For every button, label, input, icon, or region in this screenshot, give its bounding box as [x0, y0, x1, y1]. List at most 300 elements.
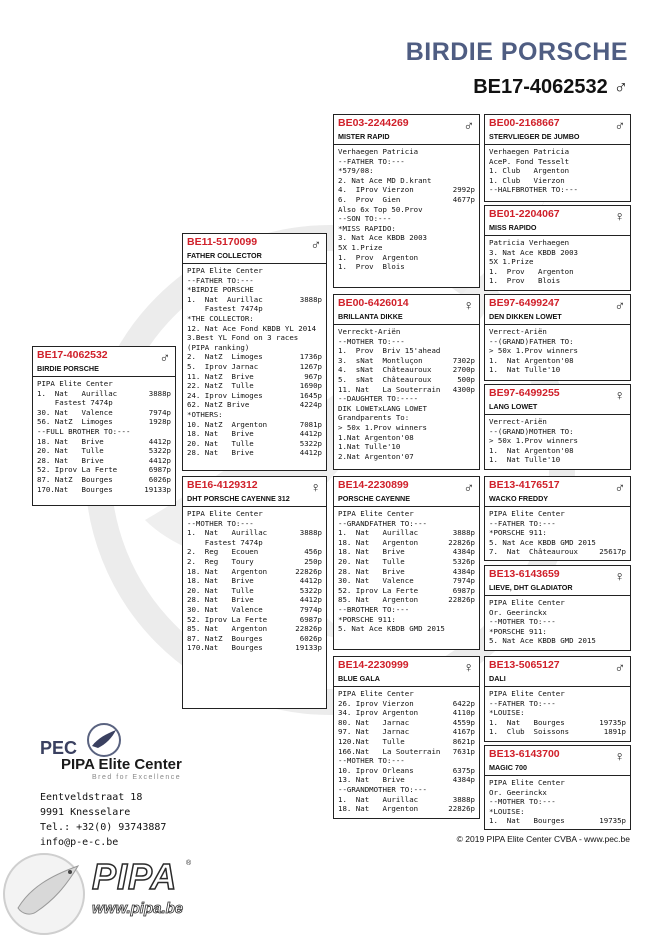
result-line — [338, 708, 475, 718]
result-line — [489, 509, 626, 519]
result-line — [187, 362, 322, 372]
pigeon-name: PORSCHE CAYENNE — [338, 494, 411, 503]
card-header — [485, 477, 630, 507]
result-text: 18. Nat Brive — [187, 429, 254, 439]
pedigree-card-ffm — [484, 205, 631, 291]
result-points: 19735p — [599, 816, 626, 826]
result-line — [489, 708, 626, 718]
result-line — [187, 595, 322, 605]
result-line — [187, 557, 322, 567]
pigeon-name: DHT PORSCHE CAYENNE 312 — [187, 494, 290, 503]
result-text: 166.Nat La Souterrain — [338, 746, 441, 756]
pipa-logo — [0, 848, 200, 936]
result-line — [187, 381, 322, 391]
result-line — [37, 456, 171, 466]
card-header — [33, 347, 175, 377]
result-line — [489, 346, 626, 356]
result-line — [489, 436, 626, 446]
result-line — [187, 314, 322, 324]
result-text: > 50x 1.Prov winners — [489, 436, 578, 446]
result-line — [338, 605, 475, 615]
result-text: --(GRAND)MOTHER TO: — [489, 426, 574, 436]
result-text: 1. Prov Argenton — [338, 252, 419, 262]
result-text: 34. Iprov Argenton — [338, 708, 419, 718]
female-icon: ♀ — [310, 479, 321, 495]
male-icon: ♂ — [310, 236, 321, 252]
ring-id: BE17-4062532 — [37, 349, 108, 361]
result-line — [489, 455, 626, 465]
result-points: 22826p — [295, 566, 322, 576]
ring-id: BE11-5170099 — [187, 236, 258, 248]
result-points: 4412p — [148, 455, 171, 465]
result-points: 19735p — [599, 717, 626, 727]
result-line — [338, 586, 475, 596]
male-icon: ♂ — [463, 479, 474, 495]
result-line — [489, 816, 626, 826]
address-city: 9991 Knesselare — [40, 807, 131, 818]
result-text: 2. Reg Toury — [187, 556, 254, 566]
result-line — [187, 547, 322, 557]
result-text: --MOTHER TO:--- — [338, 756, 405, 766]
result-line — [489, 147, 626, 157]
result-line — [338, 775, 475, 785]
result-text: *MISS RAPIDO: — [338, 223, 396, 233]
card-body — [485, 325, 630, 375]
result-line — [338, 157, 475, 167]
result-points: 3888p — [299, 528, 322, 538]
result-line — [338, 452, 475, 462]
result-text: 1. Club Vierzon — [489, 175, 565, 185]
result-text: 170.Nat Bourges — [37, 484, 113, 494]
card-header — [183, 477, 326, 507]
card-body — [485, 236, 630, 286]
card-body — [183, 507, 326, 653]
result-text: 18. Nat Argenton — [187, 566, 268, 576]
result-line — [338, 785, 475, 795]
result-text: 5X 1.Prize — [489, 257, 534, 267]
result-text: Fastest 7474p — [187, 537, 263, 547]
result-line — [187, 586, 322, 596]
pigeon-name: MISTER RAPID — [338, 132, 390, 141]
result-text: *THE COLLECTOR: — [187, 313, 254, 323]
result-line — [489, 238, 626, 248]
result-line — [187, 343, 322, 353]
pedigree-card-fff — [484, 114, 631, 202]
result-points: 19133p — [295, 643, 322, 653]
result-line — [338, 253, 475, 263]
result-text: --FATHER TO:--- — [489, 698, 556, 708]
result-points: 1928p — [148, 417, 171, 427]
result-line — [338, 567, 475, 577]
result-text: 30. Nat Valence — [338, 576, 414, 586]
result-text: 2. NatZ Limoges — [187, 352, 263, 362]
result-line — [187, 605, 322, 615]
ring-id: BE13-6143659 — [489, 568, 560, 580]
result-points: 22826p — [295, 624, 322, 634]
card-header — [485, 385, 630, 415]
result-line — [338, 205, 475, 215]
result-text: *579/08: — [338, 166, 374, 176]
pigeon-name: LIEVE, DHT GLADIATOR — [489, 583, 573, 592]
result-text: Verrect-Ariën — [489, 417, 547, 426]
result-line — [338, 615, 475, 625]
result-text: Fastest 7474p — [187, 304, 263, 314]
result-points: 1736p — [299, 352, 322, 362]
result-line — [37, 465, 171, 475]
result-text: 120.Nat Tulle — [338, 736, 405, 746]
result-line — [187, 528, 322, 538]
result-line — [187, 276, 322, 286]
result-text: 1.Nat Argenton'08 — [338, 432, 414, 442]
result-points: 7631p — [452, 746, 475, 756]
male-icon: ♂ — [463, 117, 474, 133]
result-text: 3. Nat Ace KBDB 2003 — [489, 247, 578, 257]
pigeon-name: BIRDIE PORSCHE — [37, 364, 99, 373]
result-text: 52. Iprov La Ferte — [187, 614, 268, 624]
result-text: 20. Nat Tulle — [187, 585, 254, 595]
result-line — [338, 557, 475, 567]
result-line — [489, 547, 626, 557]
result-line — [489, 636, 626, 646]
result-points: 4384p — [452, 547, 475, 557]
pigeon-name: BRILLANTA DIKKE — [338, 312, 403, 321]
result-points: 19133p — [144, 484, 171, 494]
result-text: 5X 1.Prize — [338, 242, 383, 252]
result-line — [37, 389, 171, 399]
ring-number: BE17-4062532 — [473, 76, 608, 98]
result-line — [338, 718, 475, 728]
result-line — [338, 185, 475, 195]
result-line — [187, 567, 322, 577]
card-body — [485, 145, 630, 195]
result-line — [338, 195, 475, 205]
card-header — [334, 477, 479, 507]
result-text: 3.Best YL Fond on 3 races — [187, 333, 299, 343]
result-line — [338, 356, 475, 366]
result-points: 22826p — [448, 595, 475, 605]
ring-id: BE13-5065127 — [489, 659, 560, 671]
result-text: *PORSCHE 911: — [489, 626, 547, 636]
result-line — [338, 442, 475, 452]
result-line — [338, 224, 475, 234]
pec-abbrev: PEC — [40, 738, 78, 758]
result-points: 1690p — [299, 381, 322, 391]
card-header — [485, 746, 630, 776]
result-line — [338, 756, 475, 766]
result-line — [187, 420, 322, 430]
result-line — [37, 417, 171, 427]
result-points: 2992p — [452, 185, 475, 195]
result-points: 7974p — [452, 576, 475, 586]
result-line — [489, 608, 626, 618]
result-text: 26. Iprov Vierzon — [338, 698, 414, 708]
pedigree-card-mfm — [484, 565, 631, 651]
result-text: 87. NatZ Bourges — [37, 474, 113, 484]
result-text: 18. Nat Brive — [187, 576, 254, 586]
card-header — [183, 234, 326, 264]
card-body — [485, 776, 630, 826]
pigeon-name: STERVLIEGER DE JUMBO — [489, 132, 580, 141]
result-text: PIPA Elite Center — [489, 689, 565, 698]
result-text: 1. Prov Blois — [338, 262, 405, 272]
result-text: --FATHER TO:--- — [489, 518, 556, 528]
ring-id: BE97-6499255 — [489, 387, 560, 399]
result-line — [37, 485, 171, 495]
result-text: Or. Geerinckx — [489, 787, 547, 797]
result-line — [338, 176, 475, 186]
result-text: *LOUISE: — [489, 708, 525, 718]
result-line — [338, 699, 475, 709]
result-line — [187, 324, 322, 334]
result-line — [338, 243, 475, 253]
result-line — [187, 429, 322, 439]
result-line — [338, 337, 475, 347]
result-points: 4412p — [148, 436, 171, 446]
result-text: 18. Nat Brive — [37, 436, 104, 446]
result-line — [338, 327, 475, 337]
result-line — [489, 446, 626, 456]
result-text: 30. Nat Valence — [187, 604, 263, 614]
result-text: 1. Club Argenton — [489, 166, 570, 176]
result-line — [187, 391, 322, 401]
result-line — [489, 176, 626, 186]
result-text: 1. Nat Aurillac — [187, 294, 263, 304]
result-points: 6422p — [452, 698, 475, 708]
result-line — [489, 598, 626, 608]
result-line — [489, 365, 626, 375]
result-text: --FULL BROTHER TO:--- — [37, 426, 131, 436]
card-header — [485, 566, 630, 596]
result-points: 3888p — [299, 294, 322, 304]
card-header — [485, 115, 630, 145]
result-points: 7081p — [299, 419, 322, 429]
card-header — [485, 657, 630, 687]
result-line — [187, 333, 322, 343]
result-text: 30. Nat Valence — [37, 407, 113, 417]
result-text: 56. NatZ Limoges — [37, 417, 113, 427]
pedigree-card-mmf — [484, 656, 631, 742]
result-text: PIPA Elite Center — [338, 509, 414, 518]
result-text: DIK LOWETxLANG LOWET — [338, 403, 427, 413]
pipa-wordmark: PIPA — [92, 856, 178, 897]
result-points: 4384p — [452, 566, 475, 576]
result-line — [187, 624, 322, 634]
ring-id: BE14-2230999 — [338, 659, 409, 671]
result-text: PIPA Elite Center — [489, 778, 565, 787]
result-text: Verhaegen Patricia — [489, 147, 570, 156]
result-text: *OTHERS: — [187, 409, 223, 419]
result-points: 4110p — [452, 708, 475, 718]
result-line — [187, 295, 322, 305]
result-text: 1. Prov Briv 15'ahead — [338, 346, 441, 356]
pedigree-card-father — [182, 233, 327, 471]
result-points: 4412p — [299, 595, 322, 605]
result-line — [338, 595, 475, 605]
result-text: --FATHER TO:--- — [338, 156, 405, 166]
result-points: 6987p — [299, 614, 322, 624]
result-text: 1. Nat Aurillac — [37, 388, 118, 398]
result-points: 7302p — [452, 355, 475, 365]
result-text: *BIRDIE PORSCHE — [187, 285, 254, 295]
result-text: 1. Prov Argenton — [489, 266, 574, 276]
male-icon: ♂ — [613, 77, 628, 98]
copyright: © 2019 PIPA Elite Center CVBA - www.pec.be — [456, 834, 630, 844]
result-line — [338, 404, 475, 414]
result-points: 25617p — [599, 547, 626, 557]
card-body — [485, 507, 630, 557]
result-text: 85. Nat Argenton — [338, 595, 419, 605]
result-line — [489, 427, 626, 437]
result-line — [338, 394, 475, 404]
result-line — [338, 262, 475, 272]
result-line — [338, 519, 475, 529]
female-icon: ♀ — [614, 568, 625, 584]
result-line — [37, 379, 171, 389]
result-line — [338, 233, 475, 243]
ring-id: BE13-4176517 — [489, 479, 560, 491]
result-line — [37, 398, 171, 408]
result-text: 1. Nat Aurillac — [338, 794, 419, 804]
result-line — [187, 372, 322, 382]
result-text: 80. Nat Jarnac — [338, 717, 410, 727]
result-text: 1. Nat Aurillac — [187, 528, 268, 538]
result-text: 5. Nat Ace KBDB GMD 2015 — [338, 624, 445, 634]
result-text: 52. Iprov La Ferte — [37, 465, 118, 475]
pedigree-card-mff — [484, 476, 631, 561]
result-line — [187, 448, 322, 458]
result-points: 4677p — [452, 194, 475, 204]
card-header — [334, 295, 479, 325]
result-text: 5. Nat Ace KBDB GMD 2015 — [489, 537, 596, 547]
result-line — [338, 385, 475, 395]
result-text: 62. NatZ Brive — [187, 400, 250, 410]
address-block — [40, 790, 166, 850]
female-icon: ♀ — [614, 387, 625, 403]
result-points: 5322p — [299, 438, 322, 448]
pigeon-name: BLUE GALA — [338, 674, 380, 683]
male-icon: ♂ — [614, 297, 625, 313]
pedigree-card-main — [32, 346, 176, 506]
result-text: Verrect-Ariën — [489, 327, 547, 336]
result-text: PIPA Elite Center — [489, 598, 565, 607]
ring-number-heading — [473, 76, 628, 99]
result-text: 5. sNat Châteauroux — [338, 374, 432, 384]
result-text: PIPA Elite Center — [187, 266, 263, 275]
result-line — [338, 346, 475, 356]
result-line — [338, 423, 475, 433]
result-text: 28. Nat Brive — [187, 595, 254, 605]
result-line — [489, 157, 626, 167]
result-text: > 50x 1.Prov winners — [338, 422, 427, 432]
result-text: 1. Club Soissons — [489, 727, 570, 737]
result-text: --GRANDFATHER TO:--- — [338, 518, 427, 528]
result-line — [187, 576, 322, 586]
male-icon: ♂ — [614, 117, 625, 133]
result-points: 22826p — [448, 804, 475, 814]
result-line — [338, 538, 475, 548]
pigeon-name: WACKO FREDDY — [489, 494, 549, 503]
result-line — [187, 285, 322, 295]
ring-id: BE03-2244269 — [338, 117, 409, 129]
pec-name: PIPA Elite Center — [61, 756, 182, 773]
result-points: 4300p — [452, 384, 475, 394]
result-line — [187, 266, 322, 276]
result-line — [37, 408, 171, 418]
result-text: 1. Nat Argenton'08 — [489, 445, 574, 455]
result-points: 967p — [304, 371, 322, 381]
result-points: 8621p — [452, 736, 475, 746]
result-line — [338, 433, 475, 443]
result-text: 3. Nat Ace KBDB 2003 — [338, 233, 427, 243]
result-text: 1. Nat Bourges — [489, 816, 565, 826]
result-line — [489, 267, 626, 277]
result-text: 13. Nat Brive — [338, 775, 405, 785]
result-text: 18. Nat Argenton — [338, 804, 419, 814]
result-points: 7974p — [148, 407, 171, 417]
result-points: 456p — [304, 547, 322, 557]
pedigree-card-ff — [333, 114, 480, 288]
result-line — [489, 699, 626, 709]
male-icon: ♂ — [159, 349, 170, 365]
result-line — [338, 365, 475, 375]
result-text: Also 6x Top 50.Prov — [338, 204, 423, 214]
pipa-pigeon-icon — [0, 848, 96, 936]
result-points: 6026p — [299, 633, 322, 643]
result-text: 1. Nat Argenton'08 — [489, 355, 574, 365]
result-points: 22826p — [448, 537, 475, 547]
pigeon-name: DEN DIKKEN LOWET — [489, 312, 562, 321]
result-points: 6026p — [148, 474, 171, 484]
result-text: PIPA Elite Center — [187, 509, 263, 518]
result-line — [489, 718, 626, 728]
pec-logo — [40, 722, 210, 782]
address-street: Eentveldstraat 18 — [40, 792, 143, 803]
pedigree-card-fmm — [484, 384, 631, 470]
pigeon-name: LANG LOWET — [489, 402, 538, 411]
ring-id: BE16-4129312 — [187, 479, 258, 491]
result-line — [489, 327, 626, 337]
address-email: info@p-e-c.be — [40, 837, 119, 848]
ring-id: BE13-6143700 — [489, 748, 560, 760]
result-text: PIPA Elite Center — [338, 689, 414, 698]
pigeon-name: DALI — [489, 674, 506, 683]
result-points: 3888p — [452, 528, 475, 538]
result-text: 11. Nat La Souterrain — [338, 384, 441, 394]
result-text: Verhaegen Patricia — [338, 147, 419, 156]
result-line — [489, 627, 626, 637]
result-text: 28. Nat Brive — [187, 448, 254, 458]
result-line — [37, 427, 171, 437]
result-points: 6987p — [148, 465, 171, 475]
result-line — [338, 804, 475, 814]
result-text: > 50x 1.Prov winners — [489, 346, 578, 356]
result-line — [489, 185, 626, 195]
result-text: --BROTHER TO:--- — [338, 604, 410, 614]
result-text: 10. NatZ Argenton — [187, 419, 268, 429]
card-body — [33, 377, 175, 494]
result-line — [338, 166, 475, 176]
result-text: 4. sNat Châteauroux — [338, 365, 432, 375]
card-body — [183, 264, 326, 458]
card-header — [485, 295, 630, 325]
result-line — [338, 147, 475, 157]
result-text: 12. Nat Ace Fond KBDB YL 2014 — [187, 323, 317, 333]
result-line — [187, 439, 322, 449]
result-text: --(GRAND)FATHER TO: — [489, 336, 574, 346]
result-points: 4412p — [299, 576, 322, 586]
result-text: Or. Geerinckx — [489, 607, 547, 617]
result-text: --GRANDMOTHER TO:--- — [338, 784, 427, 794]
